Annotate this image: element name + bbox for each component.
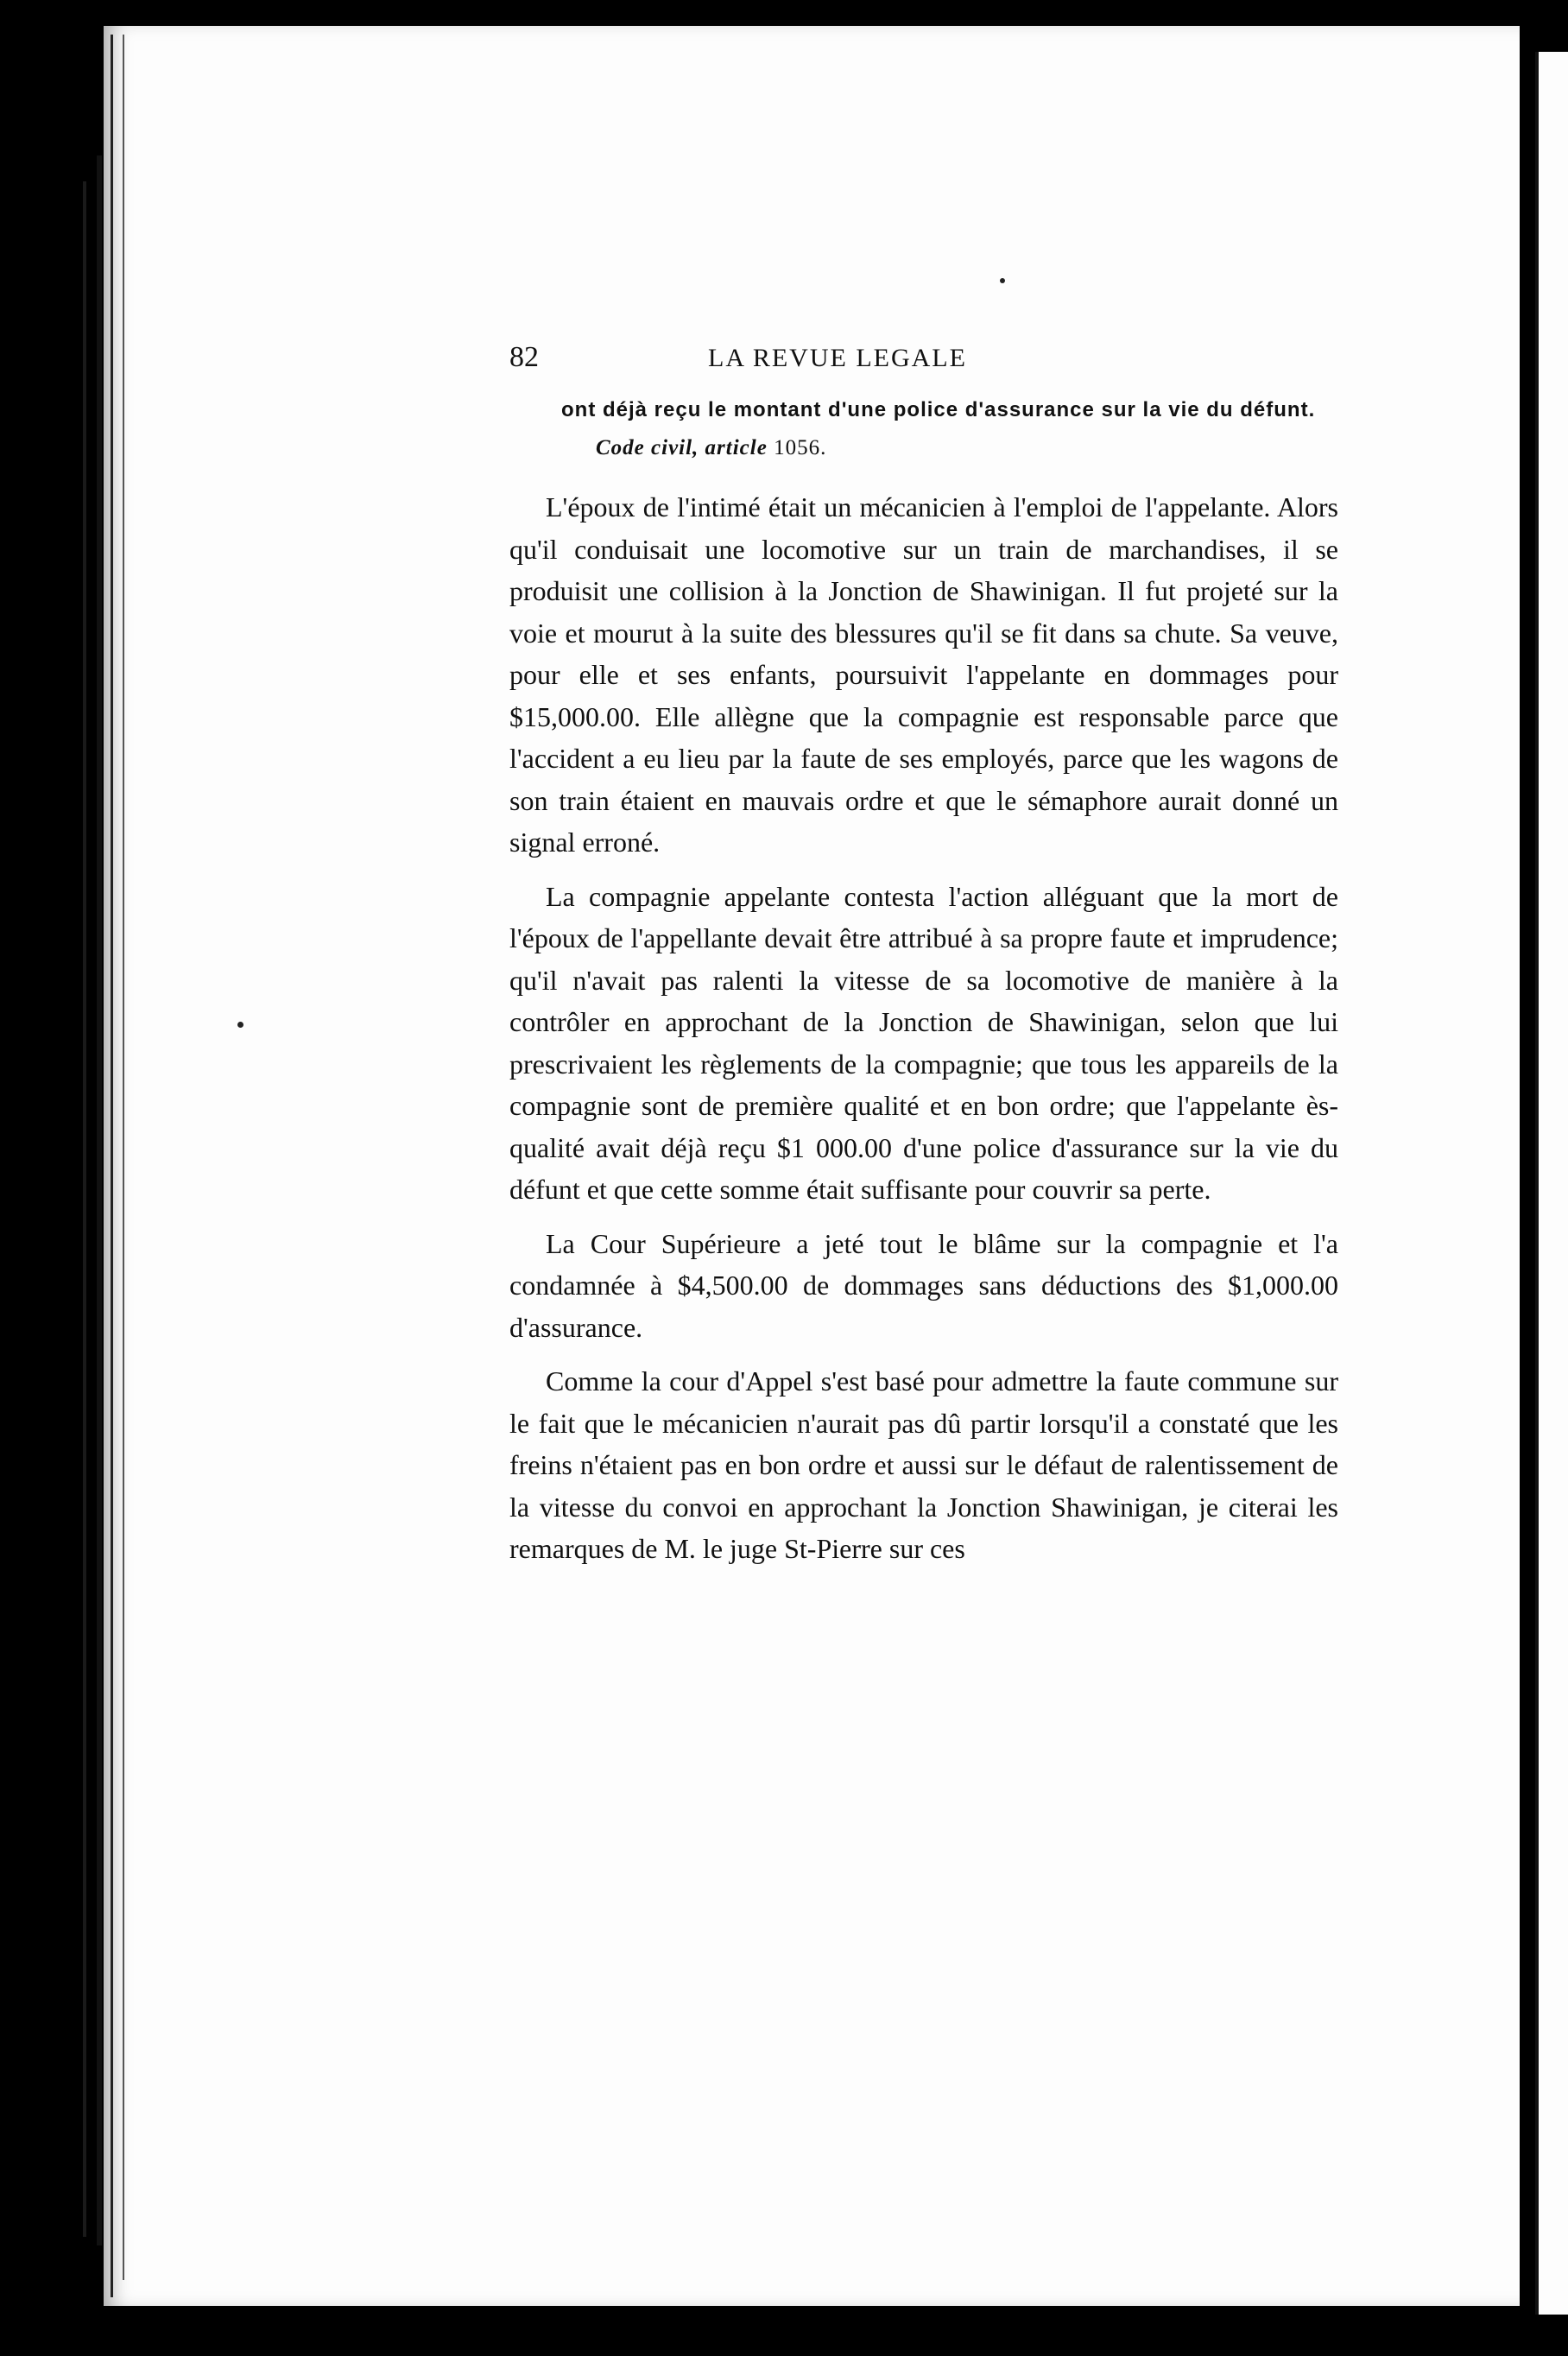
page-content [509,341,1338,1570]
body-paragraph: La compagnie appelante contesta l'action alléguant que la mort de l'époux de l'appellante devait être attribué à sa propre faute et imprudence; qu'il n'avait pas ralenti la vitesse de sa locomotive de manière à la contrôler en approchant de la Jonction de Shawinigan, selon que lui prescrivaient les règlements de la compagnie; que tous les appareils de la compagnie sont de première qualité et en bon ordre; que l'appelante ès-qualité avait déjà reçu $1 000.00 d'une police d'assurance sur la vie du défunt et que cette somme était suffisante pour couvrir sa perte. [509,880,1338,1205]
citation-number: 1056. [774,436,827,459]
running-head [509,341,1338,390]
scan-speck [237,1022,243,1028]
body-paragraph: L'époux de l'intimé était un mécanicien à l'emploi de l'appelante. Alors qu'il conduisait une locomotive sur un train de marchandises, il se produisit une collision à la Jonction de Shawinigan. Il fut projeté sur la voie et mourut à la suite des blessures qu'il se fit dans sa chute. Sa veuve, pour elle et ses enfants, poursuivit l'appelante en dommages pour $15,000.00. Elle allègne que la compagnie est responsable parce que l'accident a eu lieu par la faute de ses employés, parce que les wagons de son train étaient en mauvais ordre et que le sémaphore aurait donné un signal erroné. [509,491,1338,858]
page-number: 82 [509,341,539,373]
body-paragraph: Comme la cour d'Appel s'est basé pour admettre la faute commune sur le fait que le mécanicien n'aurait pas dû partir lorsqu'il a constaté que les freins n'étaient pas en bon ordre et aussi sur le défaut de ralentissement de la vitesse du convoi en approchant la Jonction Shawinigan, je citerai les remarques de M. le juge St-Pierre sur ces [509,1365,1338,1564]
binding-edge [83,181,86,2237]
facing-page-edge [1535,52,1568,2315]
scan-speck [1000,278,1005,283]
headnote-citation [596,436,1338,460]
body-paragraph: La Cour Supérieure a jeté tout le blâme sur la compagnie et l'a condamnée à $4,500.00 de dommages sans déductions des $1,000.00 d'assurance. [509,1227,1338,1343]
binding-shadow [123,35,124,2280]
citation-text: Code civil, article [596,436,768,459]
binding-shadow [111,35,113,2297]
binding-edge [97,155,102,2245]
journal-title: LA REVUE LEGALE [708,344,967,372]
headnote: ont déjà reçu le montant d'une police d'assurance sur la vie du défunt. [561,398,1316,421]
